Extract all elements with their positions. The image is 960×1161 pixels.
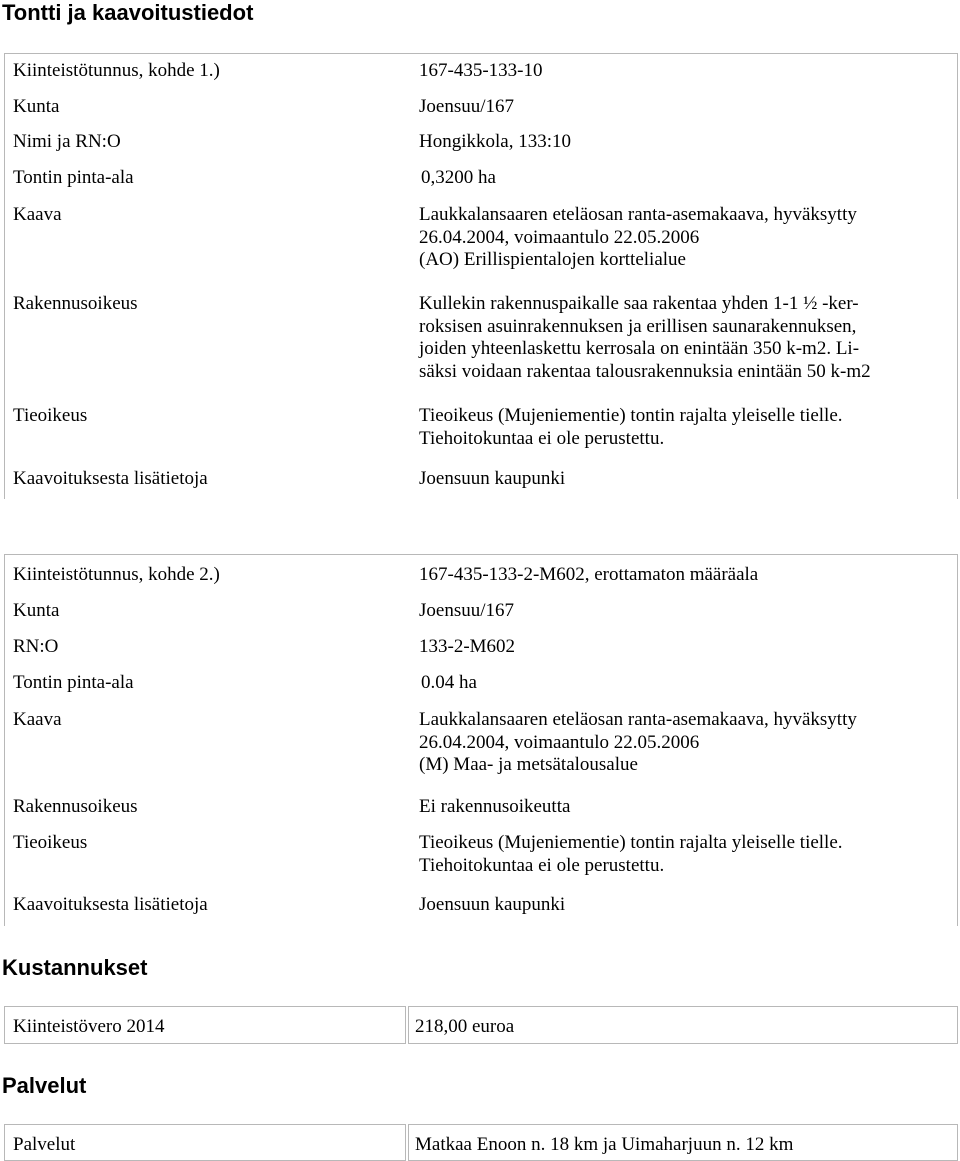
plot2-value-kaava	[419, 709, 953, 777]
plot1-building-rights-line: Kullekin rakennuspaikalle saa rakentaa yhden 1-1 ½ -ker-	[419, 293, 859, 314]
plot1-building-rights-line: säksi voidaan rakentaa talousrakennuksia enintään 50 k-m2	[419, 360, 871, 382]
plot2-label-rno: RN:O	[13, 636, 59, 657]
costs-label-cell	[4, 1006, 406, 1044]
plot1-label-id: Kiinteistötunnus, kohde 1.)	[13, 60, 220, 81]
plot1-road-rights-line: Tiehoitokuntaa ei ole perustettu.	[419, 427, 665, 449]
plot2-value-kunta: Joensuu/167	[419, 600, 514, 621]
plot1-label-name: Nimi ja RN:O	[13, 131, 121, 152]
costs-label: Kiinteistövero 2014	[13, 1016, 165, 1037]
plot1-kaava-line: 26.04.2004, voimaantulo 22.05.2006	[419, 226, 700, 248]
services-value: Matkaa Enoon n. 18 km ja Uimaharjuun n. 12 km	[415, 1134, 794, 1155]
plot2-road-rights-line: Tiehoitokuntaa ei ole perustettu.	[419, 854, 665, 876]
plot2-label-id: Kiinteistötunnus, kohde 2.)	[13, 564, 220, 585]
plot1-label-planning-info: Kaavoituksesta lisätietoja	[13, 468, 208, 489]
plot1-label-building-rights: Rakennusoikeus	[13, 293, 138, 314]
plot2-kaava-line: Laukkalansaaren eteläosan ranta-asemakaava, hyväksytty	[419, 709, 857, 730]
plot1-value-road-rights	[419, 405, 953, 450]
plot1-road-rights-line: Tieoikeus (Mujeniementie) tontin rajalta yleiselle tielle.	[419, 405, 843, 426]
plot1-table	[4, 53, 958, 499]
services-label-cell	[4, 1124, 406, 1161]
plot1-value-planning-info: Joensuun kaupunki	[419, 468, 566, 489]
plot1-building-rights-line: joiden yhteenlaskettu kerrosala on enintään 350 k-m2. Li-	[419, 338, 860, 360]
plot2-value-id: 167-435-133-2-M602, erottamaton määräala	[419, 564, 759, 585]
plot2-value-area: 0.04 ha	[421, 672, 477, 693]
plot1-value-id: 167-435-133-10	[419, 60, 543, 81]
plot1-value-name: Hongikkola, 133:10	[419, 131, 571, 152]
plot1-label-road-rights: Tieoikeus	[13, 405, 88, 426]
plot2-kaava-line: 26.04.2004, voimaantulo 22.05.2006	[419, 731, 700, 753]
plot1-kaava-line: (AO) Erillispientalojen korttelialue	[419, 249, 686, 271]
plot1-label-area: Tontin pinta-ala	[13, 167, 134, 188]
plot1-value-area: 0,3200 ha	[421, 167, 496, 188]
plot2-table	[4, 554, 958, 926]
plot2-value-road-rights	[419, 832, 953, 877]
costs-value: 218,00 euroa	[415, 1016, 515, 1037]
plot1-value-building-rights	[419, 293, 953, 383]
plot1-label-kaava: Kaava	[13, 204, 62, 225]
plot2-label-kaava: Kaava	[13, 709, 62, 730]
plot1-value-kaava	[419, 204, 953, 272]
plot2-kaava-line: (M) Maa- ja metsätalousalue	[419, 754, 638, 776]
services-value-cell	[408, 1124, 958, 1161]
services-label: Palvelut	[13, 1134, 76, 1155]
plot2-label-area: Tontin pinta-ala	[13, 672, 134, 693]
plot2-label-road-rights: Tieoikeus	[13, 832, 88, 853]
plot2-value-rno: 133-2-M602	[419, 636, 516, 657]
plot2-label-kunta: Kunta	[13, 600, 60, 621]
plot2-road-rights-line: Tieoikeus (Mujeniementie) tontin rajalta yleiselle tielle.	[419, 832, 843, 853]
heading-services: Palvelut	[2, 1073, 87, 1098]
plot2-value-planning-info: Joensuun kaupunki	[419, 894, 566, 915]
plot1-building-rights-line: roksisen asuinrakennuksen ja erillisen saunarakennuksen,	[419, 315, 857, 337]
plot2-value-building-rights: Ei rakennusoikeutta	[419, 796, 571, 817]
heading-costs: Kustannukset	[2, 955, 148, 980]
plot1-value-kunta: Joensuu/167	[419, 96, 514, 117]
plot2-label-building-rights: Rakennusoikeus	[13, 796, 138, 817]
heading-plot-info: Tontti ja kaavoitustiedot	[2, 0, 254, 25]
costs-value-cell	[408, 1006, 958, 1044]
plot2-label-planning-info: Kaavoituksesta lisätietoja	[13, 894, 208, 915]
plot1-label-kunta: Kunta	[13, 96, 60, 117]
plot1-kaava-line: Laukkalansaaren eteläosan ranta-asemakaava, hyväksytty	[419, 204, 857, 225]
